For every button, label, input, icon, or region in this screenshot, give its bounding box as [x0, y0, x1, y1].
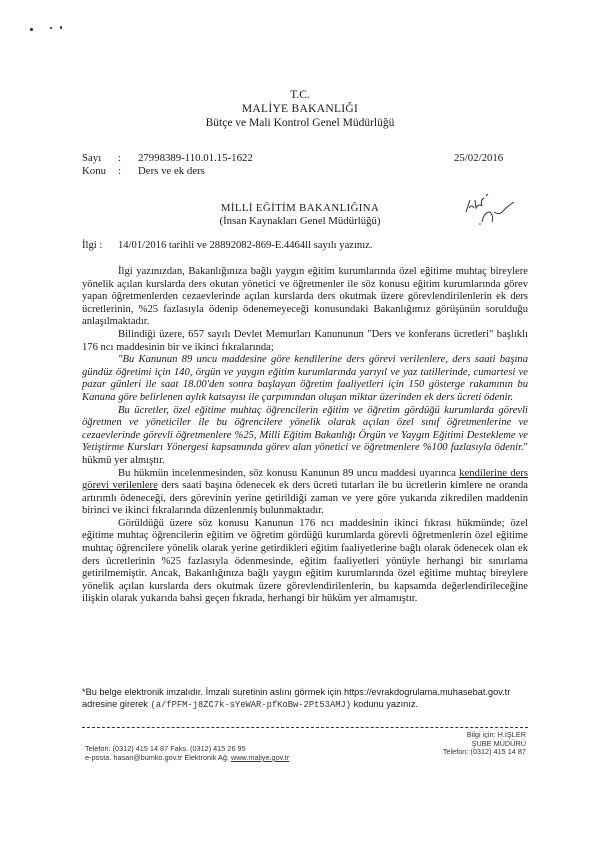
reference	[82, 240, 373, 251]
contact-email: e-posta. hasan@bumko.gov.tr Elektronik Ağ:	[85, 753, 229, 762]
contact-phone-fax: Telefon: (0312) 415 14 87 Faks. (0312) 415 26 95	[85, 744, 246, 753]
recipient-name: MİLLİ EĞİTİM BAKANLIĞINA	[220, 202, 380, 214]
document-meta	[82, 152, 253, 177]
e-signature-note	[82, 686, 528, 711]
letterhead-tc: T.C.	[290, 89, 310, 101]
verification-code: (a/fPFM-j8ZC7k-sYeWAR-pfKoBw-2Pt53AMJ)	[150, 700, 352, 710]
paragraph-5	[82, 468, 528, 518]
konu-value: Ders ve ek ders	[138, 164, 205, 177]
website-link[interactable]: www.maliye.gov.tr	[231, 753, 290, 762]
e-signature-line-2	[82, 698, 528, 711]
info-contact	[430, 731, 526, 757]
konu-label: Konu	[82, 164, 106, 177]
document-date: 25/02/2016	[454, 152, 504, 164]
law-quote-1: "Bu Kanunun 89 uncu maddesine göre kendilerine ders görevi verilenlere, ders saati başına gündüz öğretimi için 140, örgün ve yaygın eğitim kurumlarında yarıyıl ve yaz tatillerinde, cumartesi ve pazar günleri ile saat 18.00'den sonra başlayan öğretim faaliyetleri için 150 gösterge rakamının bu Kanuna göre belirlenen aylık katsayısı ile çarpımından oluşan miktar üzerinden ek ders ücreti ödenir.	[82, 354, 528, 403]
paragraph-2: Bilindiği üzere, 657 sayılı Devlet Memurları Kanununun "Ders ve konferans ücretleri" başlıklı 176 ncı maddesinin bir ve ikinci fıkralarında;	[82, 328, 528, 353]
e-signature-line-1: *Bu belge elektronik imzalıdır. İmzalı suretinin aslını görmek için https://evrakdogrulama.muhasebat.gov.tr	[82, 687, 511, 697]
footer-separator	[82, 727, 528, 728]
law-quote-2	[82, 405, 528, 468]
paragraph-5-rest: ders saati başına ödenecek ek ders ücreti tutarları ile bu ücretlerin kimlere ne oranda artırımlı ödeneceği, ders görevinin yerine getirildiği zaman ve yere göre yukarıda zikredilen maddenin birinci ve ikinci fıkralarında düzenlenmiş bulunmaktadır.	[82, 480, 528, 517]
sayi-label: Sayı	[82, 152, 102, 164]
sayi-colon: :	[118, 152, 121, 164]
info-person: Bilgi için: H.IŞLER	[466, 730, 526, 739]
sayi-value: 27998389-110.01.15-1622	[138, 152, 253, 164]
letterhead-department: Bütçe ve Mali Kontrol Genel Müdürlüğü	[205, 117, 395, 129]
info-phone: Telefon: (0312) 415 14 87	[442, 747, 526, 756]
reference-label: İlgi :	[82, 240, 103, 251]
paragraph-1: İlgi yazınızdan, Bakanlığınıza bağlı yaygın eğitim kurumlarında özel eğitime muhtaç bireylere yönelik açılan kurslarda ders okutan yönetici ve öğretmenler ile söz konusu eğitim kurumlarında görev yapan öğretmenlerden cezaevlerinde açılan kurslarda ders okutmak üzere görevlendirilenlerin ek ders ücretlerinin, %25 fazlasıyla ödenip ödenemeyeceği konusundaki Bakanlığımız görüşünün sorulduğu anlaşılmaktadır.	[82, 266, 528, 328]
paragraph-5-start: Bu hükmün incelenmesinden, söz konusu Kanunun 89 uncu maddesi uyarınca	[118, 467, 456, 479]
contact-info	[85, 744, 289, 762]
sayi-row	[82, 152, 253, 165]
e-signature-line-2-start: adresine girerek	[82, 699, 148, 709]
paragraph-6: Görüldüğü üzere söz konusu Kanunun 176 ncı maddesinin ikinci fıkrası hükmünde; özel eğitime muhtaç öğrencilerin eğitim ve öğretim gördüğü kurumlarda görevli öğretmenlerin özel eğitime muhtaç öğrencilere yönelik olarak yerine getirdikleri eğitim faaliyetlerine bağlı olarak ödenecek olan ek ders ücretlerinin %25 fazlasıyla ödenmesinde, eğitim faaliyetleri yönüyle herhangi bir sınırlama getirilmemiştir. Ancak, Bakanlığınıza bağlı yaygın eğitim kurumlarında özel eğitime muhtaç bireylere yönelik açılan kurslarda ders okutmak üzere görevlendirilenlerin, bu kapsamda değerlendirileceğine ilişkin olarak yukarıda bahsi geçen fıkrada, herhangi bir hüküm yer almamıştır.	[82, 517, 528, 605]
letter-body	[82, 266, 528, 606]
konu-row	[82, 165, 253, 178]
contact-email-web	[85, 753, 289, 762]
reference-text: 14/01/2016 tarihli ve 28892082-869-E.4464ll sayılı yazınız.	[118, 240, 373, 251]
konu-colon: :	[118, 164, 121, 177]
letterhead-ministry: MALİYE BAKANLIĞI	[241, 103, 359, 115]
letterhead	[0, 88, 600, 130]
law-quote-2-tail: " hükmü yer almıştır.	[82, 442, 528, 466]
recipient-department: (İnsan Kaynakları Genel Müdürlüğü)	[219, 214, 381, 227]
e-signature-line-2-end: kodunu yazınız.	[353, 699, 418, 709]
law-quote-2-text: Bu ücretler, özel eğitime muhtaç öğrencilerin eğitim ve öğretim gördüğü kurumlarda görevli öğretmen ve yöneticiler ile bu öğrencilere yönelik olarak açılan özel sınıf öğretmenlerine ve cezaevlerinde görevli öğretmenlere %25, Milli Eğitim Bakanlığı Örgün ve Yaygın Eğitimi Destekleme ve Yetiştirme Kursları Yönergesi kapsamında görev alan yönetici ve öğretmenlere %100 fazlasıyla ödenir.	[82, 404, 528, 454]
info-title: ŞUBE MÜDÜRÜ	[471, 738, 526, 748]
paragraph-5-underlined: kendilerine ders görevi verilenlere	[82, 467, 528, 492]
handwritten-initials-icon	[462, 186, 522, 226]
